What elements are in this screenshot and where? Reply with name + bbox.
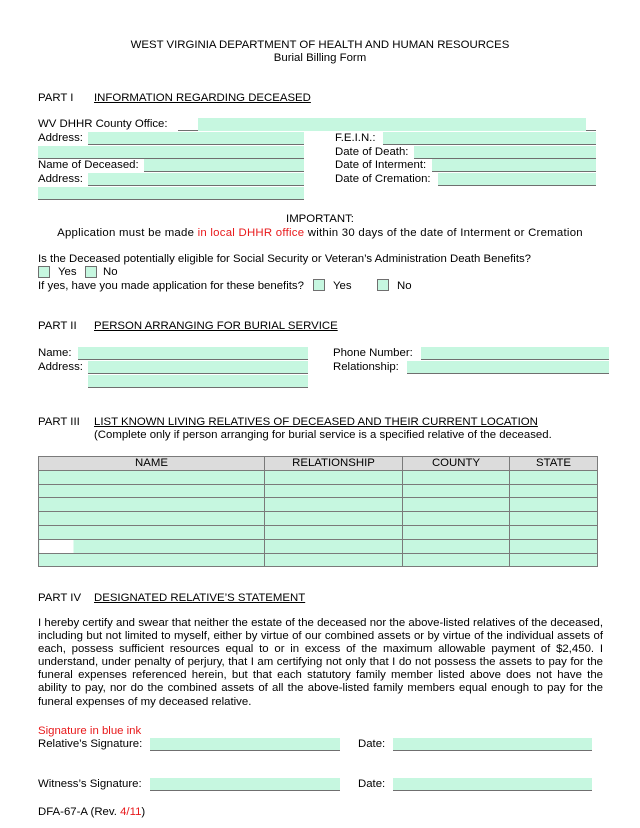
- relative-relationship-cell[interactable]: [265, 470, 403, 484]
- date-of-death-label: Date of Death:: [335, 146, 409, 158]
- relative-name-cell[interactable]: [39, 539, 265, 553]
- relative-county-cell[interactable]: [403, 539, 510, 553]
- benefits-no-label: No: [103, 266, 118, 278]
- relative-state-cell[interactable]: [510, 470, 598, 484]
- relative-date-label: Date:: [358, 738, 386, 750]
- relative-date-field[interactable]: [393, 738, 592, 751]
- form-number-text: DFA-67-A (Rev.: [38, 806, 121, 818]
- date-of-cremation-field[interactable]: [438, 173, 596, 186]
- part1-title: INFORMATION REGARDING DECEASED: [94, 92, 311, 104]
- witness-signature-label: Witness’s Signature:: [38, 778, 142, 790]
- important-text: [0, 227, 640, 240]
- address2-field-1[interactable]: [88, 173, 304, 186]
- form-number: [38, 806, 145, 819]
- address-field-1[interactable]: [88, 132, 304, 145]
- column-header-name: NAME: [39, 457, 265, 471]
- date-of-interment-label: Date of Interment:: [335, 159, 427, 171]
- arranger-name-label: Name:: [38, 347, 72, 359]
- phone-label: Phone Number:: [333, 347, 413, 359]
- form-title: Burial Billing Form: [273, 52, 367, 64]
- applied-no-checkbox[interactable]: [377, 279, 389, 291]
- relative-state-cell[interactable]: [510, 553, 598, 567]
- relative-relationship-cell[interactable]: [265, 484, 403, 498]
- revision-date: 4/11: [120, 806, 142, 818]
- relative-county-cell[interactable]: [403, 553, 510, 567]
- relative-statement: I hereby certify and swear that neither the estate of the deceased nor the above-listed relatives of the deceased, including but not limited to myself, either by virtue of our combined assets or by virtue of the individual assets of each, possess sufficient resources equal to or in excess of the maximum allowable payment of $2,450. I understand, under penalty of perjury, that I am certifying not only that I do not possess the assets to pay for the funeral expenses referenced herein, but that each statutory family member listed above does not have the ability to pay, nor do the combined assets of all the above-listed family members equal enough to pay for the funeral expenses of my deceased relative.: [38, 617, 603, 708]
- benefits-yes-checkbox[interactable]: [38, 266, 50, 278]
- relative-state-cell[interactable]: [510, 539, 598, 553]
- relative-signature-field[interactable]: [150, 738, 340, 751]
- table-row: [39, 512, 598, 526]
- relative-name-cell[interactable]: [39, 498, 265, 512]
- relative-relationship-cell[interactable]: [265, 498, 403, 512]
- relative-name-cell[interactable]: [39, 553, 265, 567]
- relative-name-cell[interactable]: [39, 512, 265, 526]
- part3-title: LIST KNOWN LIVING RELATIVES OF DECEASED AND THEIR CURRENT LOCATION: [94, 416, 538, 428]
- column-header-county: COUNTY: [403, 457, 510, 471]
- date-of-death-field[interactable]: [414, 146, 596, 159]
- form-number-close: ): [141, 806, 146, 818]
- benefits-no-checkbox[interactable]: [85, 266, 97, 278]
- arranger-address-field-2[interactable]: [88, 375, 308, 388]
- witness-date-label: Date:: [358, 778, 386, 790]
- fein-label: F.E.I.N.:: [335, 132, 376, 144]
- county-office-field[interactable]: [198, 118, 586, 131]
- county-office-label: WV DHHR County Office:: [38, 118, 168, 130]
- part4-number: PART IV: [38, 592, 82, 604]
- table-row: [39, 484, 598, 498]
- relative-signature-label: Relative’s Signature:: [38, 738, 143, 750]
- part2-number: PART II: [38, 320, 77, 332]
- relative-county-cell[interactable]: [403, 512, 510, 526]
- relative-state-cell[interactable]: [510, 484, 598, 498]
- table-row: [39, 498, 598, 512]
- relationship-label: Relationship:: [333, 361, 399, 373]
- relative-county-cell[interactable]: [403, 484, 510, 498]
- table-row: [39, 470, 598, 484]
- important-text-before: Application must be made: [57, 227, 198, 239]
- important-text-highlight: in local DHHR office: [197, 227, 305, 239]
- relative-state-cell[interactable]: [510, 525, 598, 539]
- benefits-question: Is the Deceased potentially eligible for Social Security or Veteran’s Administration Death Benefits?: [38, 253, 532, 265]
- important-text-after: within 30 days of the date of Interment or Cremation: [304, 227, 583, 239]
- applied-yes-label: Yes: [333, 280, 352, 292]
- relatives-header-row: [39, 457, 598, 471]
- date-of-interment-field[interactable]: [432, 159, 596, 172]
- agency-name: WEST VIRGINIA DEPARTMENT OF HEALTH AND HUMAN RESOURCES: [130, 39, 510, 51]
- applied-no-label: No: [397, 280, 412, 292]
- relative-relationship-cell[interactable]: [265, 512, 403, 526]
- relative-name-cell[interactable]: [39, 484, 265, 498]
- table-row: [39, 553, 598, 567]
- relative-county-cell[interactable]: [403, 525, 510, 539]
- relative-name-cell[interactable]: [39, 525, 265, 539]
- date-of-cremation-label: Date of Cremation:: [335, 173, 431, 185]
- relative-name-cell[interactable]: [39, 470, 265, 484]
- relative-state-cell[interactable]: [510, 498, 598, 512]
- address2-field-2[interactable]: [38, 187, 304, 200]
- part4-title: DESIGNATED RELATIVE’S STATEMENT: [94, 592, 306, 604]
- arranger-address-field-1[interactable]: [88, 361, 308, 374]
- relative-county-cell[interactable]: [403, 498, 510, 512]
- table-row: [39, 525, 598, 539]
- part3-note: (Complete only if person arranging for burial service is a specified relative of the deceased.: [94, 429, 552, 441]
- arranger-address-label: Address:: [38, 361, 83, 373]
- benefits-yes-label: Yes: [58, 266, 77, 278]
- name-of-deceased-label: Name of Deceased:: [38, 159, 139, 171]
- relative-county-cell[interactable]: [403, 470, 510, 484]
- relative-state-cell[interactable]: [510, 512, 598, 526]
- relative-relationship-cell[interactable]: [265, 539, 403, 553]
- relative-relationship-cell[interactable]: [265, 525, 403, 539]
- witness-signature-field[interactable]: [150, 778, 340, 791]
- relative-relationship-cell[interactable]: [265, 553, 403, 567]
- phone-field[interactable]: [421, 347, 609, 360]
- part2-title: PERSON ARRANGING FOR BURIAL SERVICE: [94, 320, 338, 332]
- relationship-field[interactable]: [407, 361, 609, 374]
- table-row: [39, 539, 598, 553]
- witness-date-field[interactable]: [393, 778, 592, 791]
- column-header-state: STATE: [510, 457, 598, 471]
- name-of-deceased-field[interactable]: [144, 159, 304, 172]
- column-header-relationship: RELATIONSHIP: [265, 457, 403, 471]
- important-heading: IMPORTANT:: [286, 213, 354, 225]
- relatives-table: [38, 456, 598, 567]
- arranger-name-field[interactable]: [78, 347, 308, 360]
- part1-number: PART I: [38, 92, 74, 104]
- address-label: Address:: [38, 132, 83, 144]
- address2-label: Address:: [38, 173, 83, 185]
- ink-note: Signature in blue ink: [38, 725, 142, 737]
- applied-yes-checkbox[interactable]: [313, 279, 325, 291]
- part3-number: PART III: [38, 416, 80, 428]
- address-field-2[interactable]: [38, 146, 304, 159]
- fein-field[interactable]: [383, 132, 596, 145]
- benefits-followup: If yes, have you made application for these benefits?: [38, 280, 304, 292]
